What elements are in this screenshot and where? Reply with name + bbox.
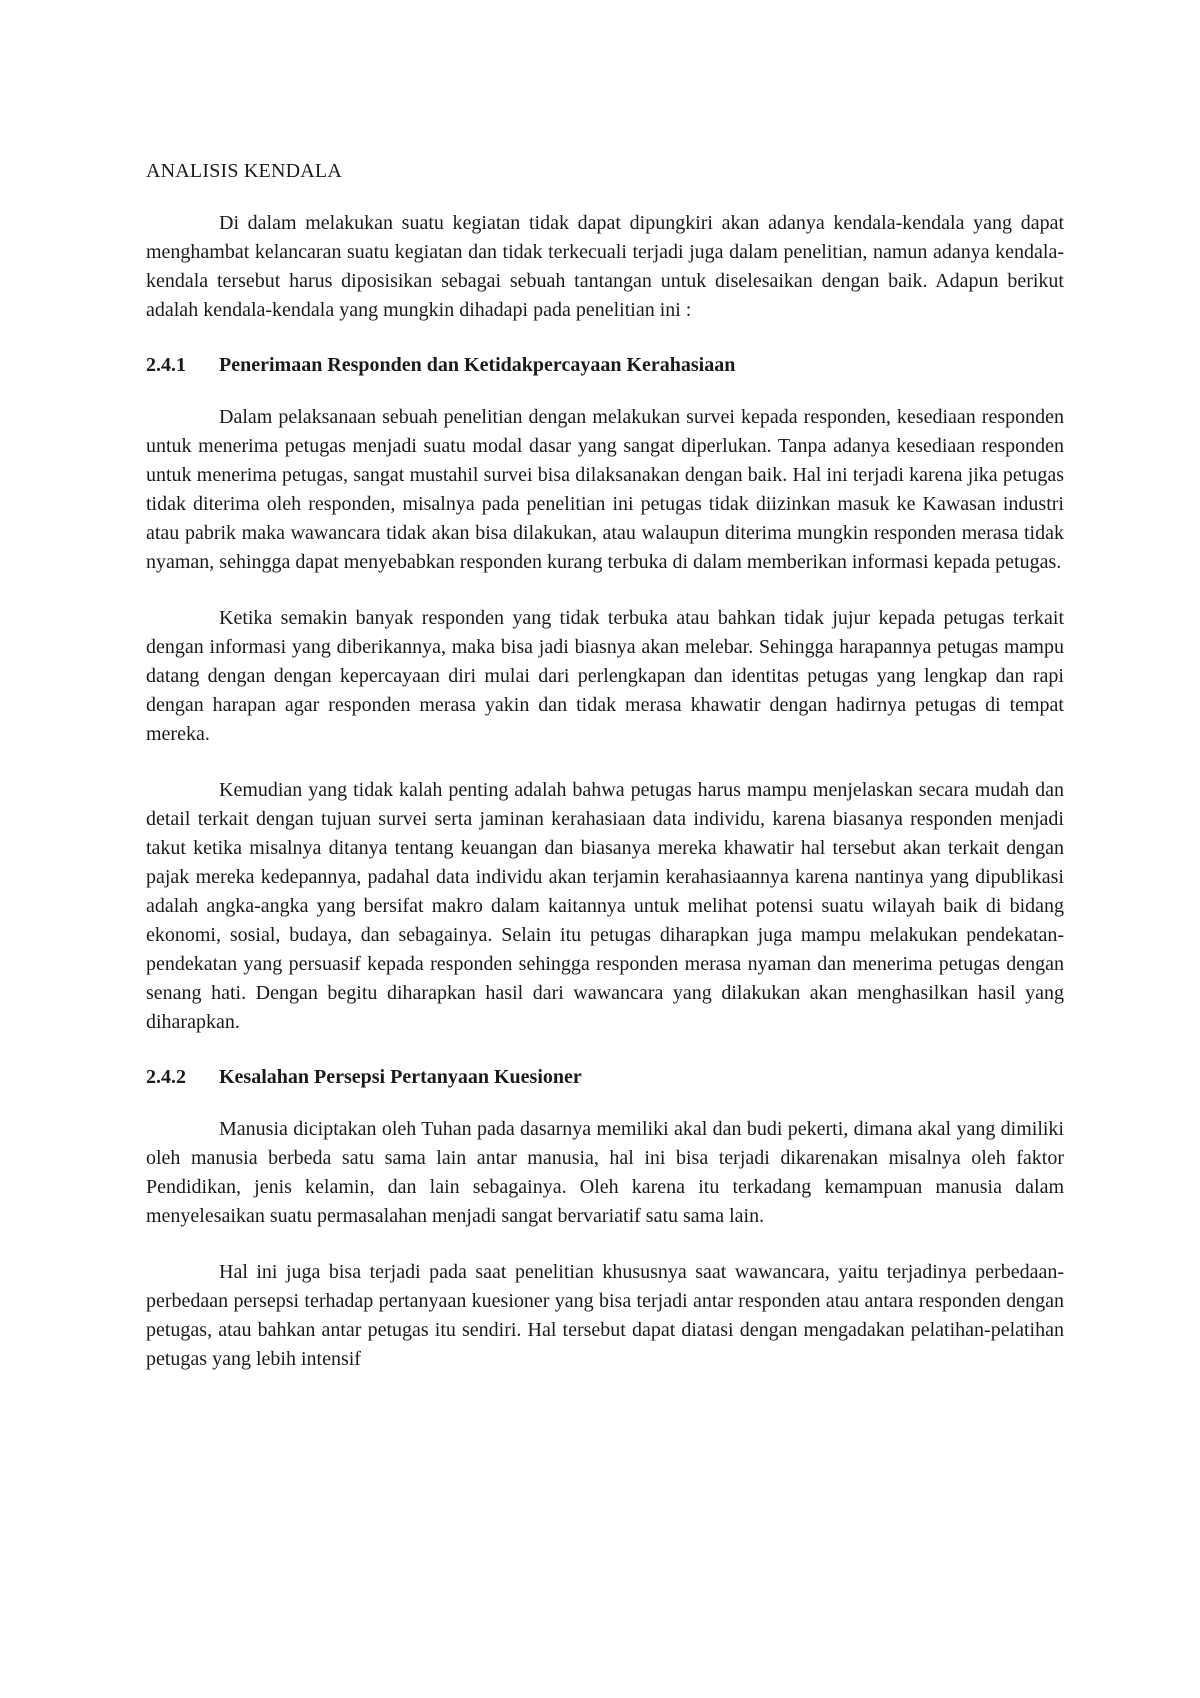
- paragraph: Manusia diciptakan oleh Tuhan pada dasarnya memiliki akal dan budi pekerti, dimana akal yang dimiliki oleh manusia berbeda satu sama lain antar manusia, hal ini bisa terjadi dikarenakan misalnya oleh faktor Pendidikan, jenis kelamin, dan lain sebagainya. Oleh karena itu terkadang kemampuan manusia dalam menyelesaikan suatu permasalahan menjadi sangat bervariatif satu sama lain.: [146, 1118, 1064, 1227]
- paragraph: Kemudian yang tidak kalah penting adalah bahwa petugas harus mampu menjelaskan secara mudah dan detail terkait dengan tujuan survei serta jaminan kerahasiaan data individu, karena biasanya responden menjadi takut ketika misalnya ditanya tentang keuangan dan biasanya mereka khawatir hal tersebut akan terkait dengan pajak mereka kedepannya, padahal data individu akan terjamin kerahasiaannya karena nantinya yang dipublikasi adalah angka-angka yang bersifat makro dalam kaitannya untuk melihat potensi suatu wilayah baik di bidang ekonomi, sosial, budaya, dan sebagainya. Selain itu petugas diharapkan juga mampu melakukan pendekatan-pendekatan yang persuasif kepada responden sehingga responden merasa nyaman dan menerima petugas dengan senang hati. Dengan begitu diharapkan hasil dari wawancara yang dilakukan akan menghasilkan hasil yang diharapkan.: [146, 779, 1064, 1033]
- intro-paragraph: Di dalam melakukan suatu kegiatan tidak dapat dipungkiri akan adanya kendala-kendala yang dapat menghambat kelancaran suatu kegiatan dan tidak terkecuali terjadi juga dalam penelitian, namun adanya kendala-kendala tersebut harus diposisikan sebagai sebuah tantangan untuk diselesaikan dengan baik. Adapun berikut adalah kendala-kendala yang mungkin dihadapi pada penelitian ini :: [146, 212, 1064, 321]
- section-number: 2.4.1: [146, 354, 186, 376]
- section-heading-2-4-1: [146, 352, 1064, 378]
- section-heading-2-4-2: [146, 1064, 1064, 1090]
- paragraph: Hal ini juga bisa terjadi pada saat penelitian khususnya saat wawancara, yaitu terjadinya perbedaan-perbedaan persepsi terhadap pertanyaan kuesioner yang bisa terjadi antar responden atau antara responden dengan petugas, atau bahkan antar petugas itu sendiri. Hal tersebut dapat diatasi dengan mengadakan pelatihan-pelatihan petugas yang lebih intensif: [146, 1261, 1064, 1370]
- paragraph: Ketika semakin banyak responden yang tidak terbuka atau bahkan tidak jujur kepada petugas terkait dengan informasi yang diberikannya, maka bisa jadi biasnya akan melebar. Sehingga harapannya petugas mampu datang dengan dengan kepercayaan diri mulai dari perlengkapan dan identitas petugas yang lengkap dan rapi dengan harapan agar responden merasa yakin dan tidak merasa khawatir dengan hadirnya petugas di tempat mereka.: [146, 607, 1064, 745]
- document-page: [146, 158, 1064, 1401]
- paragraph: Dalam pelaksanaan sebuah penelitian dengan melakukan survei kepada responden, kesediaan responden untuk menerima petugas menjadi suatu modal dasar yang sangat diperlukan. Tanpa adanya kesediaan responden untuk menerima petugas, sangat mustahil survei bisa dilaksanakan dengan baik. Hal ini terjadi karena jika petugas tidak diterima oleh responden, misalnya pada penelitian ini petugas tidak diizinkan masuk ke Kawasan industri atau pabrik maka wawancara tidak akan bisa dilakukan, atau walaupun diterima mungkin responden merasa tidak nyaman, sehingga dapat menyebabkan responden kurang terbuka di dalam memberikan informasi kepada petugas.: [146, 406, 1064, 573]
- section-title: Kesalahan Persepsi Pertanyaan Kuesioner: [219, 1066, 582, 1088]
- document-title: ANALISIS KENDALA: [146, 160, 342, 182]
- section-title: Penerimaan Responden dan Ketidakpercayaan Kerahasiaan: [219, 354, 736, 376]
- section-number: 2.4.2: [146, 1066, 186, 1088]
